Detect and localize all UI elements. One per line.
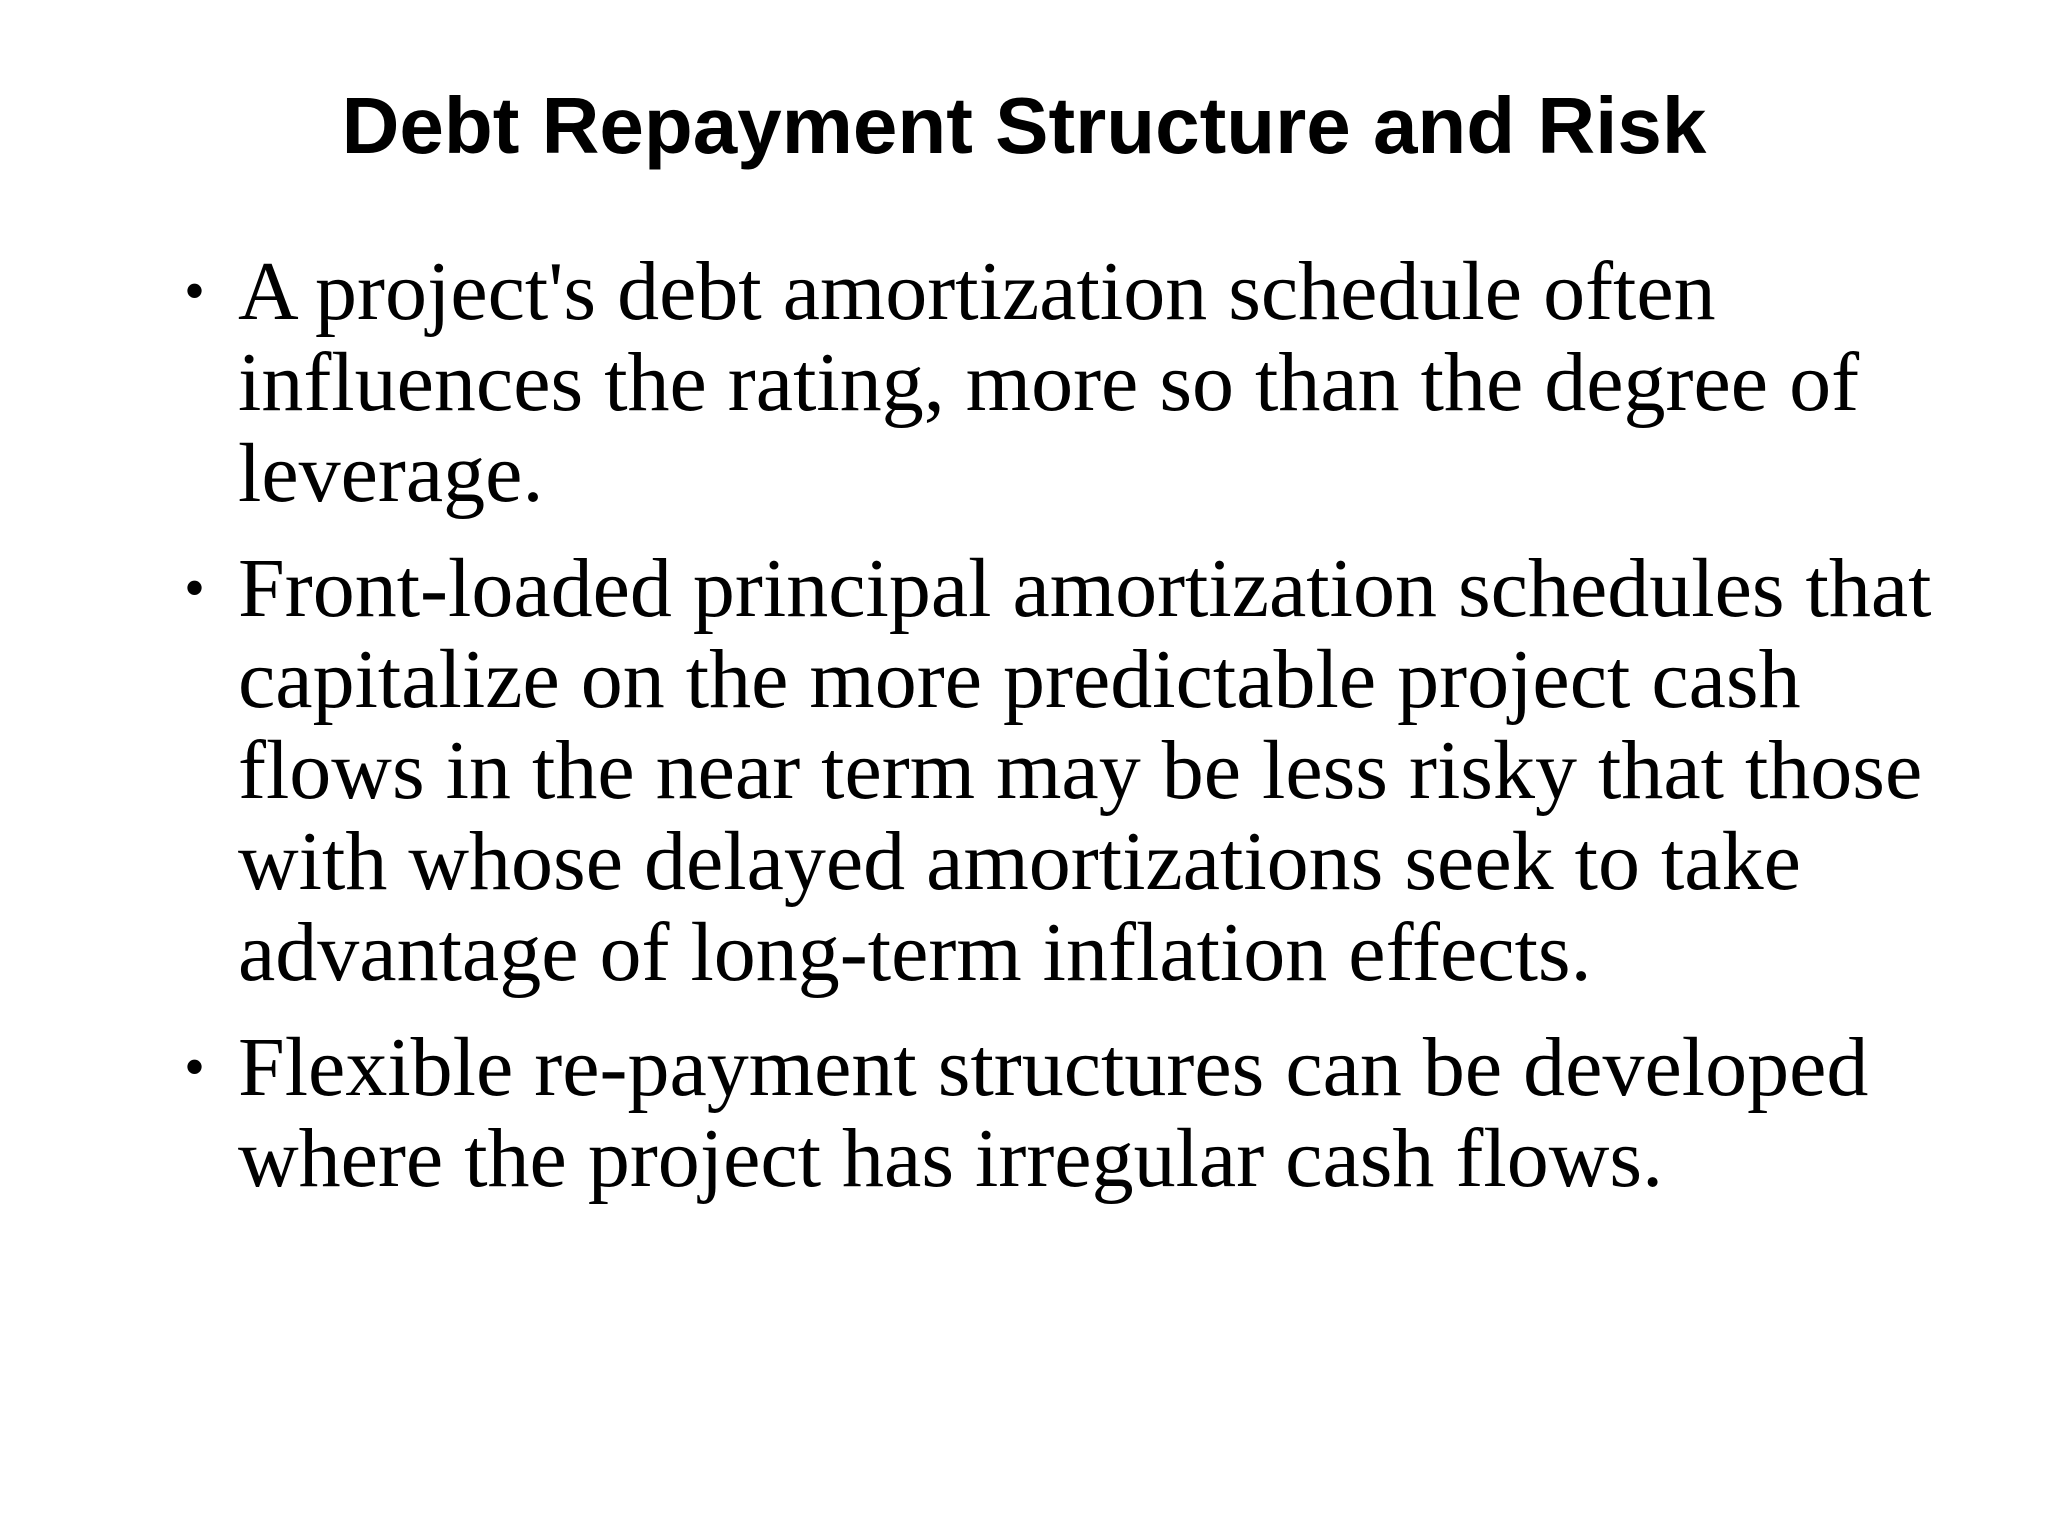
bullet-text: Flexible re-payment structures can be developed where the project has irregular cash flows. (238, 1021, 1869, 1205)
bullet-item (176, 246, 1936, 519)
bullet-item (176, 543, 1936, 998)
bullet-list (176, 246, 1936, 1228)
bullet-dot-icon: • (184, 258, 206, 324)
bullet-text: A project's debt amortization schedule often influences the rating, more so than the degree of leverage. (238, 245, 1860, 520)
slide-title: Debt Repayment Structure and Risk (341, 81, 1707, 170)
bullet-item (176, 1022, 1936, 1204)
bullet-dot-icon: • (184, 1034, 206, 1100)
bullet-dot-icon: • (184, 555, 206, 621)
bullet-text: Front-loaded principal amortization schedules that capitalize on the more predictable project cash flows in the near term may be less risky that those with whose delayed amortizations seek to take advantage of long-term inflation effects. (238, 542, 1932, 999)
